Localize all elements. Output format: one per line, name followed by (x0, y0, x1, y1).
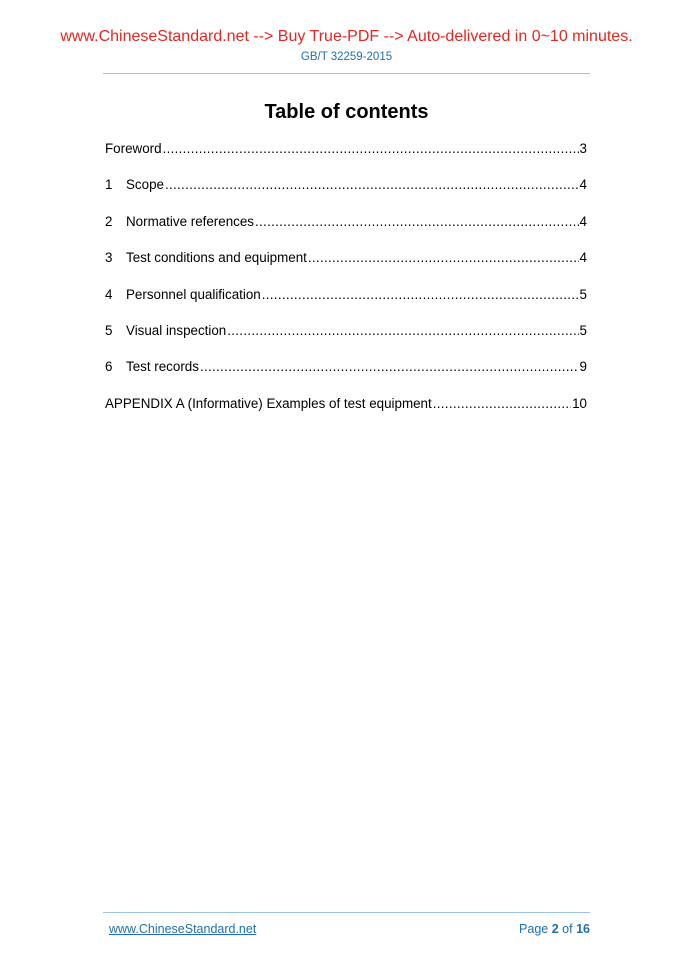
toc-entry-number: 5 (105, 322, 113, 338)
table-of-contents (105, 141, 587, 432)
toc-entry-personnel-qualification[interactable] (105, 287, 587, 323)
page-title: Table of contents (264, 101, 429, 123)
toc-entry-page: 10 (572, 395, 587, 411)
dot-leader (200, 359, 579, 374)
toc-entry-visual-inspection[interactable] (105, 323, 587, 359)
footer-website-link[interactable]: www.ChineseStandard.net (109, 922, 257, 936)
toc-entry-foreword[interactable] (105, 141, 587, 177)
dot-leader (308, 250, 579, 265)
toc-entry-scope[interactable] (105, 177, 587, 213)
toc-entry-number: 3 (105, 250, 113, 266)
header-divider (103, 73, 590, 74)
page-indicator (519, 922, 590, 936)
dot-leader (165, 177, 579, 192)
toc-entry-title: Test conditions and equipment (126, 250, 307, 266)
toc-entry-page: 5 (579, 286, 587, 302)
toc-entry-title: Foreword (105, 141, 162, 156)
toc-entry-normative-references[interactable] (105, 214, 587, 250)
toc-entry-test-records[interactable] (105, 359, 587, 395)
toc-entry-number: 2 (105, 213, 113, 229)
toc-entry-title: Visual inspection (126, 322, 227, 338)
toc-entry-page: 4 (579, 250, 587, 266)
toc-entry-title: Scope (126, 177, 164, 193)
toc-entry-title: APPENDIX A (Informative) Examples of test equipment (105, 395, 432, 411)
toc-entry-page: 9 (579, 359, 587, 375)
toc-entry-page: 4 (579, 213, 587, 229)
dot-leader (255, 214, 579, 229)
toc-entry-appendix-a[interactable] (105, 396, 587, 432)
toc-entry-number: 6 (105, 359, 113, 375)
toc-entry-test-conditions[interactable] (105, 250, 587, 286)
toc-entry-page: 4 (579, 177, 587, 193)
toc-entry-page: 3 (579, 141, 587, 156)
toc-entry-title: Personnel qualification (126, 286, 261, 302)
page-of-label: of (562, 922, 573, 936)
document-code: GB/T 32259-2015 (300, 51, 393, 63)
promo-banner[interactable]: www.ChineseStandard.net --> Buy True-PDF --> Auto-delivered in 0~10 minutes. (60, 28, 633, 45)
dot-leader (227, 323, 578, 338)
toc-entry-number: 4 (105, 286, 113, 302)
current-page-number: 2 (551, 922, 559, 936)
dot-leader (433, 396, 571, 411)
dot-leader (163, 141, 579, 156)
toc-entry-title: Test records (126, 359, 199, 375)
toc-entry-page: 5 (579, 322, 587, 338)
toc-entry-number: 1 (105, 177, 113, 193)
footer-divider (103, 912, 590, 913)
total-pages-number: 16 (576, 922, 590, 936)
page-label: Page (519, 922, 549, 936)
dot-leader (262, 287, 579, 302)
toc-entry-title: Normative references (126, 213, 255, 229)
